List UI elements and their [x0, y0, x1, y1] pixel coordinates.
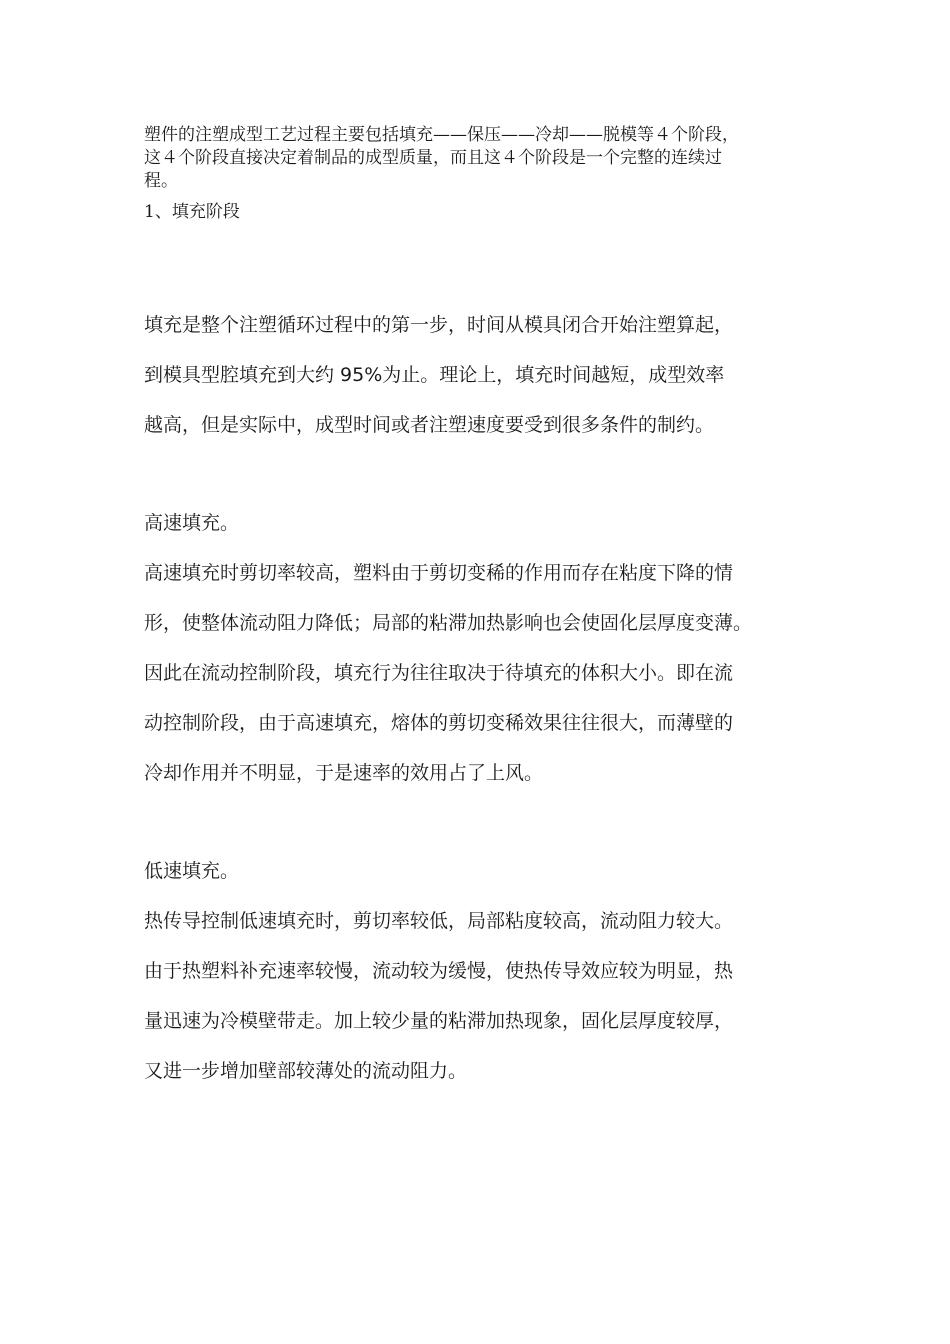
- paragraph-line: 由于热塑料补充速率较慢，流动较为缓慢，使热传导效应较为明显，热: [144, 960, 734, 982]
- intro-line: 这４个阶段直接决定着制品的成型质量，而且这４个阶段是一个完整的连续过: [144, 148, 722, 168]
- low-speed-filling-title: 低速填充。: [144, 860, 240, 882]
- low-speed-filling-section: [144, 846, 834, 1096]
- intro-paragraph: [144, 124, 824, 193]
- paragraph-line: 热传导控制低速填充时，剪切率较低，局部粘度较高，流动阻力较大。: [144, 910, 734, 932]
- paragraph-line: 量迅速为冷模壁带走。加上较少量的粘滞加热现象，固化层厚度较厚，: [144, 1010, 734, 1032]
- paragraph-line: 高速填充时剪切率较高，塑料由于剪切变稀的作用而存在粘度下降的情: [144, 562, 734, 584]
- high-speed-filling-title: 高速填充。: [144, 512, 240, 534]
- intro-line: 程。: [144, 171, 178, 191]
- paragraph-line: 动控制阶段，由于高速填充，熔体的剪切变稀效果往往很大，而薄壁的: [144, 712, 734, 734]
- high-speed-filling-section: [144, 498, 834, 798]
- intro-line: 塑件的注塑成型工艺过程主要包括填充——保压——冷却——脱模等４个阶段，: [144, 125, 739, 145]
- section-heading-filling-stage: 1、填充阶段: [144, 202, 240, 222]
- paragraph-line: 到模具型腔填充到大约 95%为止。理论上，填充时间越短，成型效率: [144, 364, 725, 386]
- paragraph-line: 填充是整个注塑循环过程中的第一步，时间从模具闭合开始注塑算起，: [144, 314, 734, 336]
- paragraph-line: 冷却作用并不明显，于是速率的效用占了上风。: [144, 762, 544, 784]
- filling-stage-paragraph: [144, 300, 834, 450]
- paragraph-line: 又进一步增加壁部较薄处的流动阻力。: [144, 1060, 468, 1082]
- paragraph-line: 越高，但是实际中，成型时间或者注塑速度要受到很多条件的制约。: [144, 414, 715, 436]
- paragraph-line: 形，使整体流动阻力降低；局部的粘滞加热影响也会使固化层厚度变薄。: [144, 612, 753, 634]
- paragraph-line: 因此在流动控制阶段，填充行为往往取决于待填充的体积大小。即在流: [144, 662, 734, 684]
